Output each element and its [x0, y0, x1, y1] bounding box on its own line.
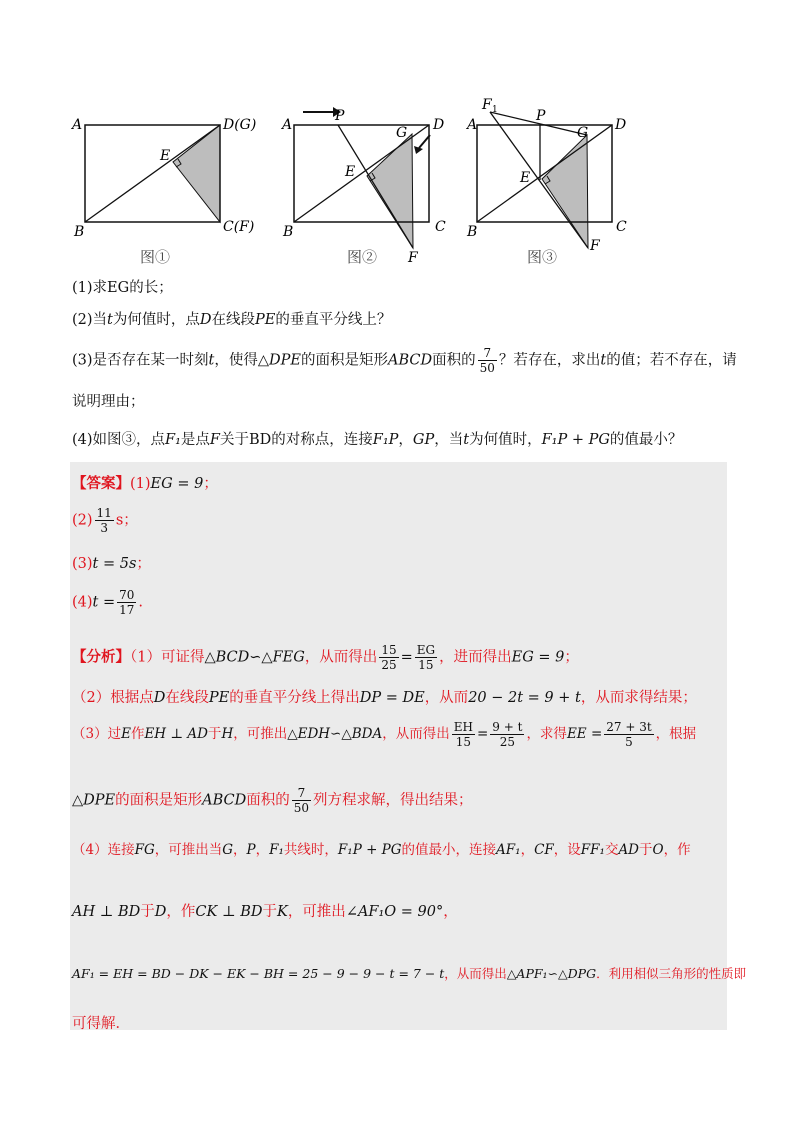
label-E: E [520, 170, 531, 186]
analysis-3-cont [72, 786, 473, 815]
analysis-3-perp: EH ⊥ AD [144, 726, 208, 742]
analysis-text: 的面积是矩形 [115, 792, 203, 809]
q3-rect: ABCD [388, 352, 433, 369]
diagonal-bd [477, 125, 612, 222]
analysis-1-frac-a [379, 643, 398, 672]
analysis-4-sum: F₁P + PG [337, 842, 402, 858]
figure-2 [275, 100, 478, 270]
analysis-3 [72, 720, 696, 749]
label-E: E [345, 164, 356, 180]
analysis-3-frac-a [452, 720, 475, 749]
q3-text: 说明理由； [72, 394, 145, 410]
answer-3-math: t = 5s [92, 556, 137, 572]
analysis-4-cf: CF [534, 842, 554, 858]
q3-text: 的值；若不存在，请 [606, 352, 737, 369]
q2-text: 为何值时，点 [112, 312, 200, 328]
analysis-3-tri: △DPE [72, 792, 116, 809]
analysis-text: ， [255, 842, 270, 858]
label-B: B [283, 224, 294, 240]
analysis-2-eq: DP = DE [359, 690, 425, 706]
answer-text: ； [203, 476, 218, 492]
analysis-text: （3）过 [72, 726, 122, 742]
answer-text: (1) [130, 476, 151, 492]
analysis-text: ； [564, 649, 579, 666]
answer-4-fraction [117, 588, 136, 617]
analysis-4-ad: AD [618, 842, 640, 858]
analysis-text: 交 [604, 842, 619, 858]
analysis-4-f1: F₁ [269, 842, 284, 858]
analysis-text: ，可推出当 [154, 842, 223, 858]
frac-den: 25 [381, 658, 397, 672]
analysis-1-frac-b [415, 643, 437, 672]
label-B: B [467, 224, 478, 240]
label-E: E [160, 148, 171, 164]
q4-var-f1: F₁ [165, 432, 181, 448]
analysis-text: 共线时， [283, 842, 338, 858]
analysis-4-line4 [72, 1012, 130, 1033]
frac-den: 50 [293, 801, 310, 815]
analysis-3-rect: ABCD [202, 792, 247, 809]
label-A: A [282, 117, 293, 133]
q3-var-t: t [600, 352, 607, 369]
label-A: A [467, 117, 478, 133]
frac-den: 5 [625, 735, 633, 749]
analysis-text: 于 [207, 726, 222, 742]
analysis-text: ，从而得出 [444, 966, 507, 981]
label-G: G [577, 125, 589, 141]
analysis-4-long: AF₁ = EH = BD − DK − EK − BH = 25 − 9 − 9 − t = 7 − t [72, 966, 445, 981]
analysis-4-ah: AH ⊥ BD [72, 904, 141, 920]
analysis-4-d: D [154, 904, 167, 920]
analysis-text: ，从而得出 [382, 726, 450, 742]
q2-text: 的垂直平分线上？ [275, 312, 392, 328]
question-3 [72, 346, 737, 375]
analysis-4-ck: CK ⊥ BD [195, 904, 263, 920]
analysis-1-eq: = [400, 649, 413, 666]
answer-3 [72, 552, 151, 573]
q2-var-pe: PE [255, 312, 276, 328]
analysis-text: ，求得 [526, 726, 567, 742]
analysis-tag: 【分析】 [72, 648, 130, 666]
analysis-2-eq2: 20 − 2t = 9 + t [468, 690, 581, 706]
q4-text: (4)如图③，点 [72, 432, 166, 448]
q3-fraction-num: 7 [478, 346, 497, 361]
answer-text: (2) [72, 512, 93, 529]
analysis-4-g: G [222, 842, 234, 858]
q3-var-t: t [208, 352, 215, 369]
analysis-text: ，从而 [424, 690, 469, 706]
label-B: B [74, 224, 85, 240]
analysis-text: （1）可证得 [130, 649, 205, 666]
analysis-4-angle: ∠AF₁O = 90° [345, 904, 444, 920]
label-P: P [536, 108, 546, 124]
q2-text: 在线段 [211, 312, 256, 328]
answer-text: (4) [72, 594, 93, 611]
label-P: P [335, 108, 345, 124]
q3-text: ？若存在，求出 [498, 352, 601, 369]
analysis-3-sim: △EDH∽△BDA [287, 726, 383, 742]
q3-fraction [478, 346, 497, 375]
q4-text: ， [398, 432, 413, 448]
analysis-4 [72, 838, 691, 858]
answer-2-fraction [95, 506, 114, 535]
answer-text: s； [115, 512, 138, 529]
label-C: C(F) [223, 219, 255, 235]
frac-num: 15 [381, 643, 397, 657]
frac-num: 27 + 3t [606, 720, 652, 734]
label-F1: F [482, 97, 492, 113]
analysis-3-frac-b [490, 720, 524, 749]
label-D: D [615, 117, 627, 133]
q4-text: 关于BD的对称点，连接 [219, 432, 373, 448]
q3-text: 的面积是矩形 [301, 352, 388, 369]
analysis-3-eq: = [476, 726, 489, 742]
frac-den: 15 [455, 735, 471, 749]
figure-3 [467, 97, 670, 270]
analysis-text: ，设 [553, 842, 581, 858]
q2-var-d: D [199, 312, 212, 328]
q3-text: 面积的 [432, 352, 476, 369]
q4-sum: F₁P + PG [541, 432, 610, 448]
analysis-1-sim: △BCD∽△FEG [204, 649, 305, 666]
answer-4-den: 17 [119, 603, 135, 617]
analysis-text: ，从而求得结果； [580, 690, 697, 706]
question-4 [72, 428, 682, 449]
analysis-2-d: D [153, 690, 166, 706]
label-C: C [616, 219, 627, 235]
analysis-text: ，进而得出 [439, 649, 512, 666]
answer-4-num: 70 [119, 588, 135, 602]
analysis-2-pe: PE [208, 690, 230, 706]
analysis-4-af1: AF₁ [496, 842, 521, 858]
question-1-text: (1)求EG的长； [72, 280, 173, 296]
q2-var-t: t [107, 312, 113, 328]
analysis-text: ，根据 [655, 726, 697, 742]
label-C: C [435, 219, 446, 235]
analysis-text: ， [443, 904, 458, 920]
shaded-triangle [367, 134, 413, 248]
answer-2-num: 11 [96, 506, 112, 520]
analysis-4-p: P [246, 842, 256, 858]
answer-text: ； [136, 556, 151, 572]
analysis-4-o: O [652, 842, 664, 858]
analysis-text: 作 [130, 726, 145, 742]
analysis-text: ．利用相似三角形的性质即 [596, 966, 747, 981]
analysis-text: ，可推出 [287, 904, 346, 920]
analysis-3-frac-c [604, 720, 653, 749]
q4-var-gp: GP [412, 432, 435, 448]
q3-fraction-den: 50 [479, 361, 495, 375]
analysis-1 [72, 643, 579, 672]
answer-text: (3) [72, 556, 93, 572]
analysis-text: 于 [262, 904, 277, 920]
q3-text: (3)是否存在某一时刻 [72, 352, 209, 369]
analysis-4-line3 [72, 964, 746, 982]
analysis-text: 列方程求解，得出结果； [313, 792, 473, 809]
analysis-text: ，作 [663, 842, 691, 858]
frac-num: 9 + t [492, 720, 523, 734]
analysis-4-ff1: FF₁ [580, 842, 605, 858]
label-F: F [590, 238, 600, 254]
analysis-3-e: E [121, 726, 131, 742]
q3-text: ，使得 [214, 352, 258, 369]
analysis-4-line2 [72, 900, 458, 921]
shaded-triangle [542, 135, 588, 248]
label-D: D [433, 117, 445, 133]
analysis-4-fg: FG [134, 842, 155, 858]
label-G: G [396, 125, 408, 141]
q3-triangle: △DPE [257, 352, 301, 369]
answer-text: . [138, 594, 144, 611]
q4-text: 为何值时， [469, 432, 542, 448]
frac-num: 7 [292, 786, 311, 801]
analysis-text: 的垂直平分线上得出 [229, 690, 360, 706]
analysis-text: （4）连接 [72, 842, 135, 858]
analysis-4-k: K [276, 904, 288, 920]
analysis-text: 于 [639, 842, 653, 858]
frac-den: 15 [418, 658, 434, 672]
analysis-3-h: H [221, 726, 234, 742]
caption-2: 图② [347, 248, 378, 266]
analysis-text: ， [233, 842, 247, 858]
label-F1-sub: 1 [492, 105, 498, 115]
analysis-3-frac-d [292, 786, 311, 815]
shaded-triangle [173, 125, 220, 222]
answer-4-math: t = [92, 594, 116, 611]
q2-text: (2)当 [72, 312, 108, 328]
caption-1: 图① [140, 248, 171, 266]
label-A: A [72, 117, 83, 133]
q4-var-f1p: F₁P [372, 432, 399, 448]
answer-2-den: 3 [100, 521, 108, 535]
answer-4 [72, 588, 143, 617]
frac-den: 25 [499, 735, 515, 749]
analysis-3-ee: EE = [566, 726, 603, 742]
figures-area [70, 97, 670, 270]
q4-var-f: F [209, 432, 220, 448]
q4-text: 的值最小？ [609, 432, 683, 448]
frac-num: EH [453, 720, 473, 734]
analysis-text: ，可推出 [233, 726, 288, 742]
question-2 [72, 308, 391, 329]
analysis-4-sim: △APF₁∽△DPG [506, 966, 597, 981]
answer-1 [72, 472, 218, 493]
analysis-text: （2）根据点 [72, 690, 154, 706]
label-F: F [408, 250, 418, 266]
label-D: D(G) [223, 117, 257, 133]
question-1 [72, 276, 173, 297]
answer-tag: 【答案】 [72, 475, 130, 492]
caption-3: 图③ [527, 248, 558, 266]
analysis-text: ，作 [166, 904, 196, 920]
frac-num: EG [416, 643, 436, 657]
analysis-text: 于 [140, 904, 155, 920]
analysis-1-result: EG = 9 [511, 649, 565, 666]
analysis-text: 可得解． [72, 1016, 130, 1032]
analysis-text: 在线段 [165, 690, 209, 706]
analysis-text: ， [520, 842, 535, 858]
analysis-text: 面积的 [246, 792, 290, 809]
analysis-text: 的值最小，连接 [401, 842, 497, 858]
analysis-2 [72, 686, 697, 707]
q4-var-t: t [463, 432, 470, 448]
figure-1 [70, 100, 270, 270]
question-3-cont [72, 390, 145, 411]
q4-text: ，当 [434, 432, 464, 448]
answer-2 [72, 506, 138, 535]
analysis-text: ，从而得出 [304, 649, 378, 666]
q4-text: 是点 [180, 432, 210, 448]
answer-1-math: EG = 9 [150, 476, 204, 492]
